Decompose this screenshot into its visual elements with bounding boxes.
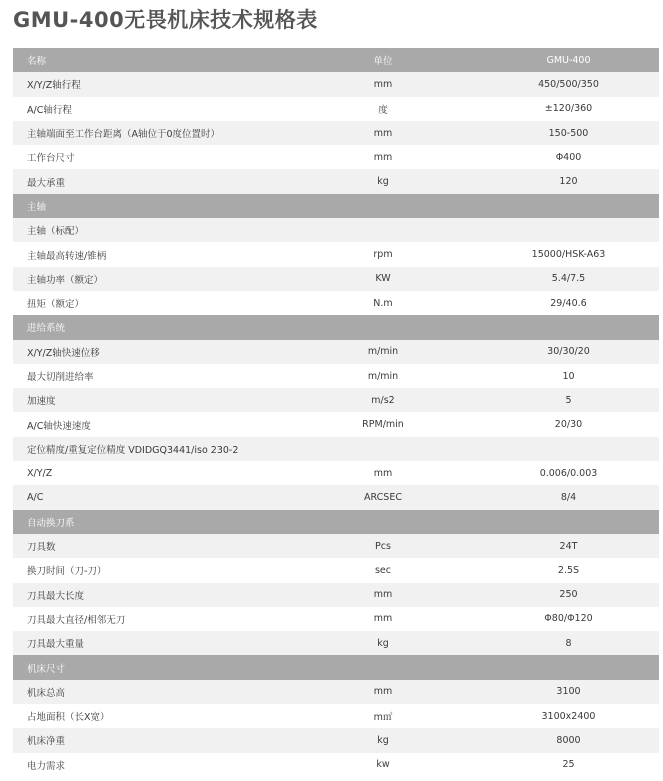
row-name: 工作台尺寸 — [27, 153, 75, 165]
header-name: 名称 — [27, 56, 47, 68]
row-name: 机床总高 — [27, 687, 66, 699]
table-row — [13, 583, 659, 607]
table-row — [13, 680, 659, 704]
row-unit: m/min — [367, 370, 399, 382]
row-name: 换刀时间（刀-刀） — [27, 566, 107, 578]
row-name: 刀具最大重量 — [27, 639, 85, 651]
row-unit: m㎡ — [373, 712, 393, 724]
section-header — [13, 315, 659, 339]
section-title: 自动换刀系 — [27, 517, 75, 529]
table-row — [13, 242, 659, 266]
row-value: 8 — [565, 637, 572, 649]
row-value: 250 — [559, 589, 578, 601]
table-row — [13, 558, 659, 582]
table-row — [13, 72, 659, 96]
row-value: Φ400 — [555, 151, 582, 163]
row-value: 5 — [565, 394, 572, 406]
table-row — [13, 753, 659, 777]
row-value: 24T — [559, 540, 578, 552]
table-row — [13, 267, 659, 291]
row-name: 最大切削进给率 — [27, 372, 94, 383]
row-unit: kw — [376, 759, 390, 771]
row-unit: mm — [373, 613, 393, 625]
row-name: 最大承重 — [27, 177, 66, 189]
section-header — [13, 655, 659, 679]
header-unit: 单位 — [373, 56, 393, 68]
table-row — [13, 607, 659, 631]
row-unit: mm — [373, 467, 393, 479]
row-unit: m/min — [367, 346, 399, 358]
row-name: 扭矩（额定） — [27, 299, 85, 311]
table-row — [13, 412, 659, 436]
row-unit: kg — [377, 637, 389, 649]
row-name: 占地面积（长X宽） — [27, 712, 110, 724]
row-name: A/C — [27, 491, 44, 503]
row-value: 3100 — [556, 686, 581, 698]
row-name: 加速度 — [27, 396, 56, 408]
row-name: 主轴最高转速/锥柄 — [27, 250, 107, 262]
row-value: 2.5S — [557, 564, 580, 576]
table-row — [13, 169, 659, 193]
row-name: 刀具最大直径/相邻无刀 — [27, 614, 126, 626]
table-row — [13, 364, 659, 388]
row-unit: N.m — [373, 297, 393, 309]
row-name: 主轴功率（额定） — [27, 274, 104, 286]
row-name: 刀具最大长度 — [27, 590, 85, 602]
row-value: 8/4 — [560, 491, 577, 503]
row-value: 8000 — [556, 734, 581, 746]
row-value: 30/30/20 — [547, 346, 590, 358]
header-model: GMU-400 — [546, 54, 591, 66]
row-unit: mm — [373, 78, 393, 90]
row-value: 0.006/0.003 — [539, 467, 598, 479]
row-name: X/Y/Z轴快速位移 — [27, 347, 100, 359]
section-title: 进给系统 — [27, 323, 66, 335]
table-row — [13, 437, 659, 461]
table-row — [13, 388, 659, 412]
row-value: ±120/360 — [544, 103, 593, 115]
row-unit: RPM/min — [362, 419, 404, 431]
row-unit: kg — [377, 734, 389, 746]
row-name: A/C轴快速速度 — [27, 420, 91, 432]
table-header — [13, 48, 659, 72]
row-unit: KW — [375, 273, 391, 285]
row-unit: mm — [373, 589, 393, 601]
row-name: 机床净重 — [27, 736, 66, 748]
row-unit: mm — [373, 127, 393, 139]
section-title: 主轴 — [27, 201, 47, 213]
row-name: X/Y/Z轴行程 — [27, 80, 81, 92]
row-value: 3100x2400 — [541, 710, 596, 722]
row-name: X/Y/Z — [27, 467, 53, 479]
page-title: GMU-400无畏机床技术规格表 — [13, 8, 318, 32]
row-unit: ARCSEC — [364, 491, 402, 503]
section-header — [13, 194, 659, 218]
spec-table — [13, 48, 659, 777]
table-row — [13, 534, 659, 558]
row-label: 定位精度/重复定位精度 VDIDGQ3441/iso 230-2 — [27, 444, 239, 456]
row-value: 120 — [559, 176, 578, 188]
row-name: A/C轴行程 — [27, 104, 72, 116]
row-unit: 度 — [378, 104, 388, 116]
table-row — [13, 485, 659, 509]
table-row — [13, 461, 659, 485]
table-row — [13, 97, 659, 121]
row-value: 20/30 — [554, 419, 583, 431]
row-name: 电力需求 — [27, 760, 66, 772]
row-value: Φ80/Φ120 — [544, 613, 593, 625]
row-name: 主轴端面至工作台距离（A轴位于0度位置时） — [27, 129, 221, 141]
row-unit: mm — [373, 686, 393, 698]
table-row — [13, 121, 659, 145]
row-value: 150-500 — [548, 127, 589, 139]
row-value: 29/40.6 — [550, 297, 587, 309]
row-unit: kg — [377, 176, 389, 188]
row-value: 450/500/350 — [538, 78, 599, 90]
section-header — [13, 510, 659, 534]
row-value: 25 — [562, 759, 575, 771]
section-title: 机床尺寸 — [27, 663, 66, 675]
row-unit: Pcs — [375, 540, 391, 552]
row-unit: sec — [374, 564, 392, 576]
row-label: 主轴（标配） — [27, 226, 85, 238]
row-name: 刀具数 — [27, 542, 56, 554]
row-value: 10 — [562, 370, 575, 382]
table-row — [13, 145, 659, 169]
table-body — [13, 72, 659, 777]
row-unit: rpm — [373, 249, 393, 261]
row-unit: mm — [373, 151, 393, 163]
row-value: 5.4/7.5 — [551, 273, 586, 285]
table-row — [13, 631, 659, 655]
row-value: 15000/HSK-A63 — [531, 249, 606, 261]
table-row — [13, 340, 659, 364]
table-row — [13, 218, 659, 242]
table-row — [13, 291, 659, 315]
table-row — [13, 728, 659, 752]
row-unit: m/s2 — [371, 394, 395, 406]
table-row — [13, 704, 659, 728]
